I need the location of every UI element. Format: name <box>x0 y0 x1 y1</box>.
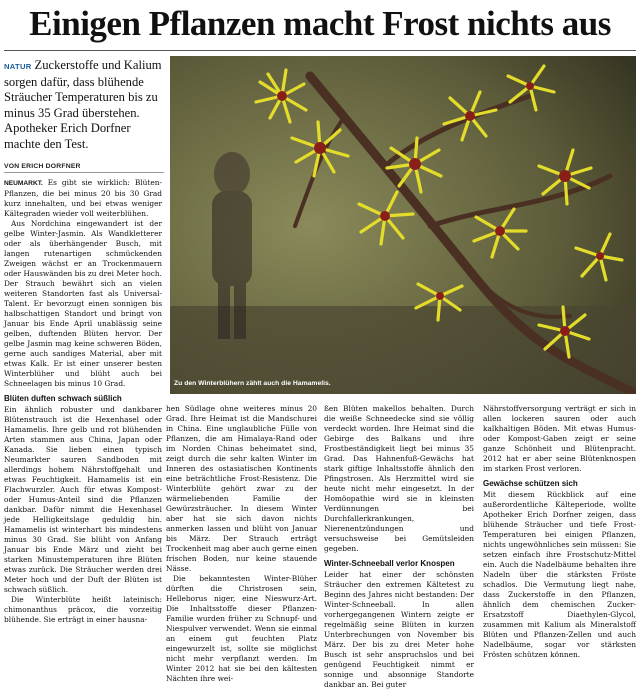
column-2 <box>166 404 317 684</box>
column-4 <box>483 404 636 660</box>
hamamelis-illustration <box>170 56 636 394</box>
column-3 <box>324 404 474 690</box>
paragraph: hen Südlage ohne weiteres minus 20 Grad. Ihre Heimat ist die Mandschurei in China. Eine unglaubliche Fülle von Pflanzen, die am Himalaya-Rand oder im Norden Chinas beheimatet sind, zeigt durch die sehr kalten Winter im Inneren des ostasiatischen Kontinents eine beträchtliche Frost-Resistenz. Die Winterblüte gehört zwar zu der wärmeliebenden Familie der Gewürzsträucher. In diesem Winter aber hat sie sich davon nichts anmerken lassen und blüht von Januar bis März. Der Strauch erträgt Trockenheit mag aber auch gerne einen frischen Boden, nur keine stauende Nässe. <box>166 404 317 573</box>
paragraph: Mit diesem Rückblick auf eine außerordentliche Kälteperiode, wollte Apotheker Erich Dorfner zeigen, dass blühende Sträucher und tiefe Frost-Temperaturen bei einigen Pflanzen, nichts ungewöhnliches sein müssen: Sie setzen einfach ihre Frostschutz-Mittel ein. Auch die Nadelbäume behalten ihre Nadeln über die stärksten Fröste schadlos. Die Vermutung liegt nahe, dass Zuckerstoffe in den Pflanzen, ähnlich dem chemischen Zucker-Ersatzstoff Diaethylen-Glycol, zusammen mit Kalium als Mineralstoff Blüten und Pflanzen-Zellen und auch Nadelbäume, sogar vor stärksten Frösten schützen können. <box>483 490 636 659</box>
photo-caption: Zu den Winterblühern zählt auch die Hamamelis. <box>174 380 331 387</box>
paragraph-intro: NEUMARKT. Es gibt sie wirklich: Blüten-Pflanzen, die bei minus 20 bis 30 Grad kurz innehalten, und bei etwas weniger Kältegraden wieder voll weiterblühen. <box>4 178 162 218</box>
lede-text: Zuckerstoffe und Kalium sorgen dafür, dass blühende Sträucher Temperaturen bis zu minus 35 Grad überstehen. Apotheker Erich Dorfner machte den Test. <box>4 58 162 151</box>
subheading: Winter-Schneeball verlor Knospen <box>324 559 455 568</box>
dateline: NEUMARKT. <box>4 180 43 187</box>
lede <box>4 58 169 153</box>
paragraph: Leider hat einer der schönsten Sträucher den extremen Kältetest zu Beginn des Jahres nicht bestanden: Der Winter-Schneeball. In allen vorhergegangenen Wintern zeigte er regelmäßig seine Blüten in kurzen Unterbrechungen von November bis März. Der bis zu drei Meter hohe Busch ist sehr anspruchslos und bei genügend Feuchtigkeit nimmt er sonnige und absonnige Standorte dankbar an. Bei guter <box>324 570 474 689</box>
paragraph: Die bekanntesten Winter-Blüher dürften die Christrosen sein, Helleborus niger, eine Nieswurz-Art. Die Inhaltsstoffe dieser Pflanzen-Familie wurden früher zu Schnupf- und Niespulver verwendet. Wenn sie einmal an einem gut feuchten Platz eingewurzelt ist, sollte sie möglichst nicht mehr verpflanzt werden. Im Winter 2012 hat sie bei den kältesten Nächten ihre wei- <box>166 574 317 683</box>
byline: VON ERICH DORFNER <box>4 163 81 170</box>
paragraph: Aus Nordchina eingewandert ist der gelbe Winter-Jasmin. Als Wandkletterer oder als überhängender Busch, mit langen rutenartigen schmückenden Zweigen wächst er an Trockenmauern oder Hauswänden bis zu drei Meter hoch. Der Strauch bewährt sich an vielen weiteren Standorten fast als Universal-Talent. Er bevorzugt einen sonnigen bis halbschattigen Standort und bringt von Januar bis Ende April unablässig seine gelben, duftenden Blüten hervor. Der gelbe Jasmin mag keine schweren Böden, gerne auch sandiges Material, aber mit etwas Kalk. Er ist einer unserer besten Winterblüher und blüht auch bei Schneelagen bis minus 10 Grad. <box>4 219 162 388</box>
hamamelis-photo <box>170 56 636 394</box>
subheading: Gewächse schützen sich <box>483 479 578 488</box>
headline: Einigen Pflanzen macht Frost nichts aus <box>29 4 611 43</box>
paragraph: Die Winterblüte heißt lateinisch: chimonanthus präcox, die vorzeitig blühende. Sie erträgt in einer hausna- <box>4 595 162 624</box>
section-kicker: NATUR <box>4 62 32 71</box>
headline-rule <box>4 50 636 51</box>
subheading: Blüten duften schwach süßlich <box>4 394 122 403</box>
paragraph: Nährstoffversorgung verträgt er sich in allen lockeren sauren oder auch kalkhaltigen Böden. Mit etwas Humus- oder Kompost-Gaben zeigt er seine ganze Schönheit und Blütenpracht. 2012 hat er aber seine Blütenknospen im starken Frost verloren. <box>483 404 636 473</box>
paragraph: Ein ähnlich robuster und dankbarer Blütenstrauch ist die Hexenhasel oder Hamamelis. Ihre gelb und rot blühenden Arten stammen aus China, Japan oder Kanada. Sie lieben einen typisch Neumarkter sauren Sandboden mit allerdings hohem Nährstoffgehalt und etwas Feuchtigkeit. Hamamelis ist ein Flachwurzler. Auch für etwas Kompost- oder Humus-Anteil sind die Pflanzen dankbar. Dafür nimmt die Hexenhasel jede Helligkeitslage geduldig hin. Hamamelis ist winterhart bis mindestens minus 30 Grad. Sie blüht von Anfang Januar bis Ende März und zieht bei starken Minustemperaturen ihre Blüten etwas zurück. Die Sträucher werden drei Meter hoch und der Duft der Blüten ist schwach süßlich. <box>4 405 162 594</box>
paragraph: ßen Blüten makellos behalten. Durch die weiße Schneedecke sind sie völlig verdeckt worden. Ihre Heimat sind die Gebirge des Balkans und ihre Frostbeständigkeit liegt bei minus 35 Grad. Das Hahnenfuß-Gewächs hat stark giftige Inhaltsstoffe ähnlich den Pfingstrosen. Als Herzmittel wird sie heute nicht mehr eingesetzt. In der Homöopathie wird sie in kleinsten Verdünnungen bei Durchfallerkrankungen, Nierenentzündungen und versuchsweise bei Gemütsleiden gegeben. <box>324 404 474 553</box>
column-1 <box>4 178 162 625</box>
byline-rule <box>4 172 164 173</box>
